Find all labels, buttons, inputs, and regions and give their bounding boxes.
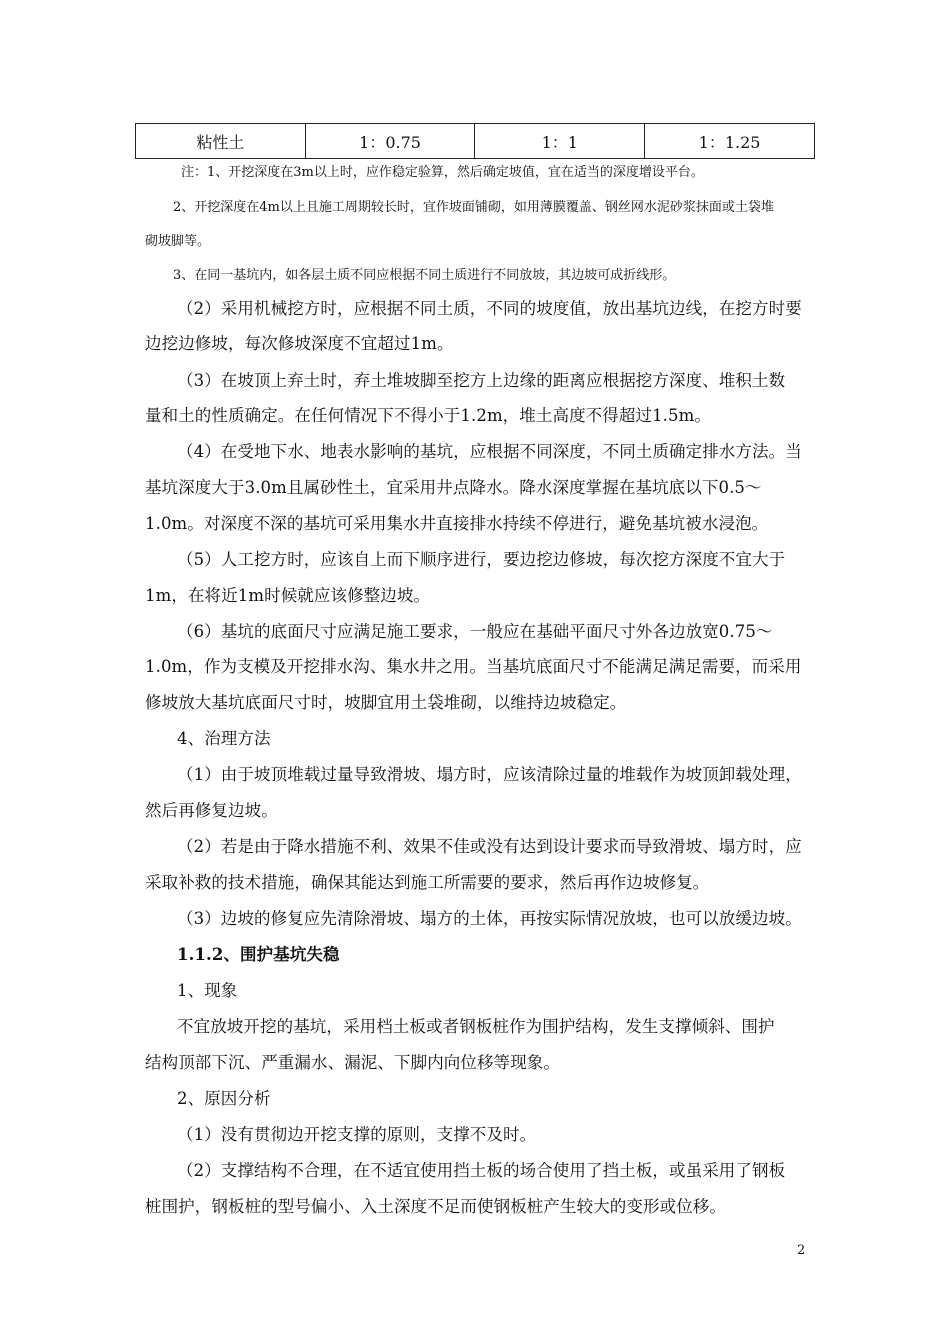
paragraph-line: （3）边坡的修复应先清除滑坡、塌方的土体，再按实际情况放坡，也可以放缓边坡。 <box>177 909 802 928</box>
paragraph-line: 修坡放大基坑底面尺寸时，坡脚宜用土袋堆砌，以维持边坡稳定。 <box>145 693 627 712</box>
table-note-2-cont: 砌坡脚等。 <box>145 234 211 249</box>
paragraph-line: 结构顶部下沉、严重漏水、漏泥、下脚内向位移等现象。 <box>145 1053 560 1072</box>
paragraph-line: 然后再修复边坡。 <box>145 801 278 820</box>
paragraph-line: 采取补救的技术措施，确保其能达到施工所需要的要求，然后再作边坡修复。 <box>145 873 710 892</box>
table-note-1: 注：1、开挖深度在3m以上时，应作稳定验算，然后确定坡值，宜在适当的深度增设平台。 <box>181 165 704 180</box>
paragraph-line: （5）人工挖方时，应该自上而下顺序进行，要边挖边修坡，每次挖方深度不宜大于 <box>177 550 786 569</box>
table-note-2: 2、开挖深度在4m以上且施工周期较长时，宜作坡面铺砌，如用薄膜覆盖、钢丝网水泥砂浆抹面或土袋堆 <box>173 200 774 215</box>
paragraph-line: （6）基坑的底面尺寸应满足施工要求，一般应在基础平面尺寸外各边放宽0.75～ <box>177 622 773 641</box>
paragraph-line: （2）采用机械挖方时，应根据不同土质，不同的坡度值，放出基坑边线，在挖方时要 <box>177 299 802 318</box>
page-number: 2 <box>797 1243 806 1258</box>
subsection-title: 1.1.2、围护基坑失稳 <box>177 945 340 964</box>
section-heading: 1、现象 <box>177 981 238 1000</box>
table-cell-ratio-2: 1：1 <box>475 124 645 159</box>
paragraph-line: 基坑深度大于3.0m且属砂性土，宜采用井点降水。降水深度掌握在基坑底以下0.5～ <box>145 478 762 497</box>
paragraph-line: （2）若是由于降水措施不利、效果不佳或没有达到设计要求而导致滑坡、塌方时，应 <box>177 837 802 856</box>
paragraph-line: 不宜放坡开挖的基坑，采用档土板或者钢板桩作为围护结构，发生支撑倾斜、围护 <box>177 1017 775 1036</box>
paragraph-line: 边挖边修坡，每次修坡深度不宜超过1m。 <box>145 334 454 353</box>
table-cell-soil: 粘性土 <box>136 124 306 159</box>
slope-table <box>135 123 815 159</box>
paragraph-line: 桩围护，钢板桩的型号偏小、入土深度不足而使钢板桩产生较大的变形或位移。 <box>145 1197 726 1216</box>
table-note-3: 3、在同一基坑内，如各层土质不同应根据不同土质进行不同放坡，其边坡可成折线形。 <box>173 268 676 283</box>
section-heading: 2、原因分析 <box>177 1089 271 1108</box>
table-cell-ratio-1: 1：0.75 <box>305 124 475 159</box>
paragraph-line: （1）没有贯彻边开挖支撑的原则，支撑不及时。 <box>177 1125 537 1144</box>
paragraph-line: （3）在坡顶上弃土时，弃土堆坡脚至挖方上边缘的距离应根据挖方深度、堆积土数 <box>177 371 786 390</box>
paragraph-line: 量和土的性质确定。在任何情况下不得小于1.2m，堆土高度不得超过1.5m。 <box>145 406 711 425</box>
table-row <box>136 124 815 159</box>
paragraph-line: 1.0m，作为支模及开挖排水沟、集水井之用。当基坑底面尺寸不能满足满足需要，而采用 <box>145 657 802 676</box>
paragraph-line: （2）支撑结构不合理，在不适宜使用挡土板的场合使用了挡土板，或虽采用了钢板 <box>177 1161 786 1180</box>
paragraph-line: （1）由于坡顶堆载过量导致滑坡、塌方时，应该清除过量的堆载作为坡顶卸载处理， <box>177 765 802 784</box>
paragraph-line: （4）在受地下水、地表水影响的基坑，应根据不同深度，不同土质确定排水方法。当 <box>177 442 802 461</box>
paragraph-line: 1m，在将近1m时候就应该修整边坡。 <box>145 586 431 605</box>
section-heading: 4、治理方法 <box>177 729 271 748</box>
table-cell-ratio-3: 1：1.25 <box>645 124 815 159</box>
paragraph-line: 1.0m。对深度不深的基坑可采用集水井直接排水持续不停进行，避免基坑被水浸泡。 <box>145 514 769 533</box>
